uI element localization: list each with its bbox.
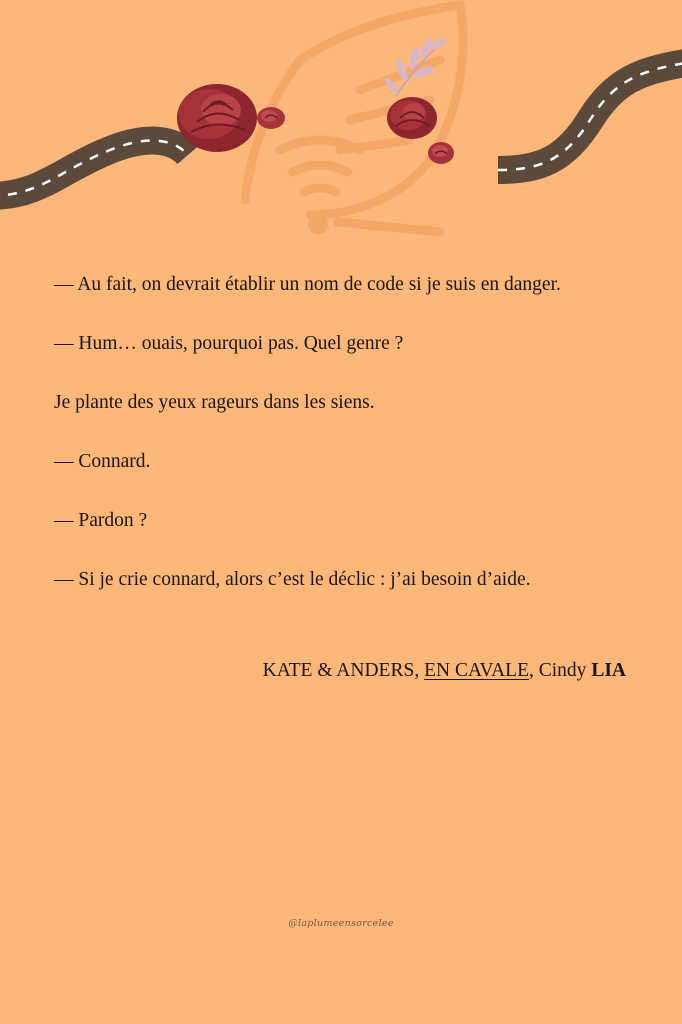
road-left — [0, 141, 188, 196]
watermark-dot — [308, 214, 328, 234]
credit-separator: , — [529, 660, 534, 681]
quote-line: — Pardon ? — [54, 510, 148, 531]
quote-line: — Si je crie connard, alors c’est le déclic : j’ai besoin d’aide. — [54, 569, 531, 590]
social-handle: @laplumeensorcelee — [288, 918, 394, 929]
credit-author-last: LIA — [591, 660, 626, 681]
credit-characters: KATE & ANDERS, — [262, 660, 420, 681]
rose-icon — [387, 97, 437, 139]
header-illustration — [0, 0, 682, 245]
rose-icon — [428, 142, 454, 164]
leaf-sprig-icon — [383, 36, 448, 96]
credit-book-title: EN CAVALE — [424, 660, 529, 681]
credit-author-first: Cindy — [538, 660, 587, 681]
road-right — [498, 62, 682, 170]
quote-line: — Connard. — [54, 451, 151, 472]
quote-line: Je plante des yeux rageurs dans les siens. — [54, 392, 375, 413]
quote-line: — Hum… ouais, pourquoi pas. Quel genre ? — [54, 333, 404, 354]
book-credit — [263, 660, 626, 682]
rose-icon — [177, 84, 257, 152]
quote-line: — Au fait, on devrait établir un nom de code si je suis en danger. — [54, 274, 561, 295]
rose-icon — [257, 107, 285, 129]
quote-excerpt — [54, 270, 634, 624]
